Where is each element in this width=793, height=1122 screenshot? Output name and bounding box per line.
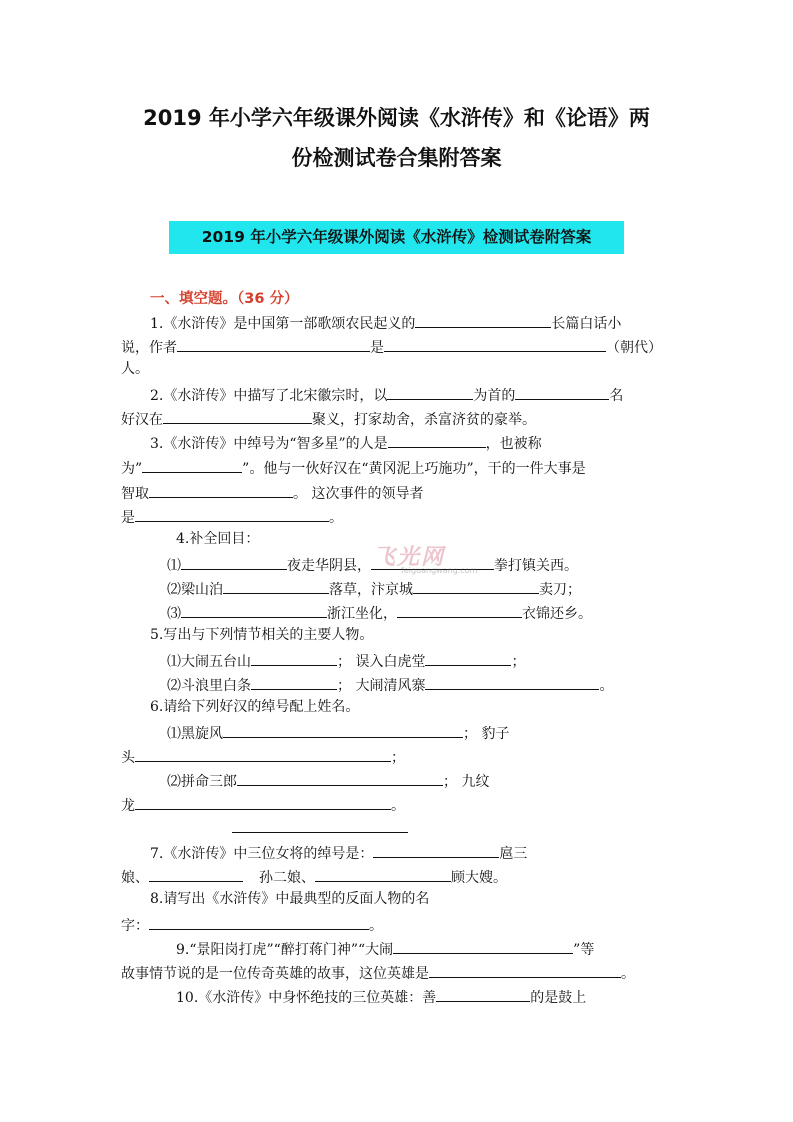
q6-text-e2: 。 [391, 798, 405, 814]
blank[interactable] [237, 768, 443, 786]
q3-text-b: ，也被称 [485, 436, 542, 452]
q8-text-a: 8.请写出《水浒传》中最典型的反面人物的名 [150, 891, 430, 907]
watermark-text: 飞光网 [373, 545, 446, 570]
blank[interactable] [393, 936, 573, 954]
question-1-line-2 [121, 334, 662, 359]
blank[interactable] [149, 864, 243, 882]
q2-text-b: 为首的 [473, 388, 516, 404]
q3-text-f: 。 这次事件的领导者 [293, 486, 424, 502]
question-2-line-1 [150, 382, 623, 407]
q1-text-b: 长篇白话小 [551, 316, 622, 332]
question-9-line-2 [121, 960, 635, 985]
main-title-line-1: 2019 年小学六年级课外阅读《水浒传》和《论语》两 [143, 106, 650, 130]
question-6-item-1 [167, 720, 509, 745]
q9-text-b: ”等 [573, 942, 595, 958]
q1-text-c: 说，作者 [121, 340, 177, 356]
question-1-line-1 [150, 310, 621, 335]
question-5-item-1 [167, 648, 525, 673]
blank[interactable] [181, 600, 327, 618]
section-heading: 一、填空题。（36 分） [150, 291, 299, 307]
q4-text-a: 4.补全回目： [176, 531, 260, 547]
q7-text-d: 孙二娘、 [259, 870, 315, 886]
q10-text-a: 10.《水浒传》中身怀绝技的三位英雄：善 [176, 990, 437, 1006]
q5-text-c3: 。 [599, 678, 614, 694]
q4-text-b2: 夜走华阴县， [287, 558, 371, 574]
question-3-line-4 [121, 504, 343, 529]
blank[interactable] [177, 334, 370, 352]
q4-text-c3: 卖刀； [539, 582, 581, 598]
question-10-line-1 [176, 984, 586, 1009]
question-6-item-2 [167, 768, 489, 793]
q5-text-b3: ； [511, 654, 526, 670]
blank[interactable] [135, 744, 391, 762]
q4-text-d3: 衣锦还乡。 [522, 606, 592, 622]
question-3-line-2 [121, 455, 586, 480]
q5-text-a: 5.写出与下列情节相关的主要人物。 [150, 627, 374, 643]
q10-text-b: 的是鼓上 [530, 990, 587, 1006]
q6-text-c1: 头 [121, 750, 135, 766]
q6-text-b1: ⑴黑旋风 [167, 726, 223, 742]
q1-text-a: 1.《水浒传》是中国第一部歌颂农民起义的 [150, 316, 416, 332]
blank[interactable] [135, 504, 329, 522]
blank[interactable] [149, 480, 293, 498]
blank[interactable] [373, 840, 499, 858]
question-7-line-2 [121, 864, 507, 889]
blank[interactable] [223, 720, 463, 738]
q3-text-e: 智取 [121, 486, 149, 502]
q3-text-h: 。 [329, 510, 343, 526]
blank[interactable] [135, 792, 391, 810]
divider-line [232, 832, 408, 833]
q9-text-d: 。 [621, 966, 635, 982]
question-1-line-3 [121, 358, 149, 380]
question-8-line-2 [121, 912, 383, 937]
q4-text-d2: 浙江坐化， [327, 606, 397, 622]
blank[interactable] [429, 960, 621, 978]
q7-text-b: 扈三 [499, 846, 528, 862]
question-4-item-3 [167, 600, 592, 625]
q5-text-b2: ； 误入白虎堂 [337, 654, 426, 670]
watermark-logo [373, 540, 478, 580]
blank[interactable] [163, 406, 312, 424]
blank[interactable] [251, 648, 337, 666]
question-6-item-2-cont [121, 792, 405, 817]
question-2-line-2 [121, 406, 536, 431]
q4-text-c1: ⑵梁山泊 [167, 582, 223, 598]
blank[interactable] [142, 455, 242, 473]
question-3-line-1 [150, 430, 542, 455]
main-title [60, 98, 733, 178]
q4-num-3: ⑶ [167, 606, 181, 622]
q1-text-d: 是 [370, 340, 384, 356]
q1-text-e: （朝代） [606, 340, 662, 356]
sub-title: 2019 年小学六年级课外阅读《水浒传》检测试卷附答案 [169, 221, 624, 254]
q3-text-g: 是 [121, 510, 135, 526]
q2-text-e: 聚义，打家劫舍，杀富济贫的豪举。 [312, 412, 536, 428]
blank[interactable] [387, 382, 473, 400]
main-title-line-2: 份检测试卷合集附答案 [291, 146, 502, 170]
blank[interactable] [436, 984, 530, 1002]
q8-text-c: 。 [369, 918, 383, 934]
question-9-line-1 [176, 936, 594, 961]
blank[interactable] [223, 576, 329, 594]
q3-text-c: 为” [121, 461, 143, 477]
q9-text-a: 9.“景阳岗打虎”“醉打蒋门神”“大闹 [176, 942, 394, 958]
question-4-heading [176, 528, 259, 550]
blank[interactable] [315, 864, 451, 882]
blank[interactable] [149, 912, 369, 930]
q6-text-d1: ⑵拼命三郎 [167, 774, 237, 790]
q2-text-a: 2.《水浒传》中描写了北宋徽宗时，以 [150, 388, 388, 404]
blank[interactable] [388, 430, 486, 448]
q9-text-c: 故事情节说的是一位传奇英雄的故事，这位英雄是 [121, 966, 429, 982]
q1-text-f: 人。 [121, 361, 149, 377]
blank[interactable] [397, 600, 522, 618]
question-6-heading [150, 696, 359, 718]
blank[interactable] [181, 552, 287, 570]
blank[interactable] [384, 334, 606, 352]
q2-text-c: 名 [609, 388, 624, 404]
q2-text-d: 好汉在 [121, 412, 163, 428]
q5-text-c1: ⑵斗浪里白条 [167, 678, 251, 694]
watermark-url: feiguangwang.com [401, 566, 478, 575]
question-5-heading [150, 624, 373, 646]
q4-text-c2: 落草，汴京城 [329, 582, 413, 598]
question-7-line-1 [150, 840, 527, 865]
q6-text-b2: ； 豹子 [463, 726, 510, 742]
q7-text-e: 顾大嫂。 [451, 870, 507, 886]
blank[interactable] [515, 382, 609, 400]
blank[interactable] [425, 672, 599, 690]
q6-text-a: 6.请给下列好汉的绰号配上姓名。 [150, 699, 360, 715]
q4-text-b3: 拳打镇关西。 [494, 558, 578, 574]
question-3-line-3 [121, 480, 423, 505]
question-5-item-2 [167, 672, 613, 697]
q8-text-b: 字： [121, 918, 149, 934]
question-6-item-1-cont [121, 744, 405, 769]
q6-text-e1: 龙 [121, 798, 135, 814]
blank[interactable] [415, 310, 551, 328]
blank[interactable] [251, 672, 337, 690]
q7-text-c: 娘、 [121, 870, 149, 886]
q4-num-1: ⑴ [167, 558, 181, 574]
q5-text-b1: ⑴大闹五台山 [167, 654, 251, 670]
q6-text-d2: ； 九纹 [443, 774, 490, 790]
q3-text-d: ”。他与一伙好汉在“黄冈泥上巧施功”，干的一件大事是 [242, 461, 586, 477]
blank[interactable] [425, 648, 511, 666]
q6-text-c2: ； [391, 750, 405, 766]
q7-text-a: 7.《水浒传》中三位女将的绰号是： [150, 846, 374, 862]
question-8-line-1 [150, 888, 429, 910]
q5-text-c2: ； 大闹清风寨 [337, 678, 426, 694]
q3-text-a: 3.《水浒传》中绰号为“智多星”的人是 [150, 436, 388, 452]
